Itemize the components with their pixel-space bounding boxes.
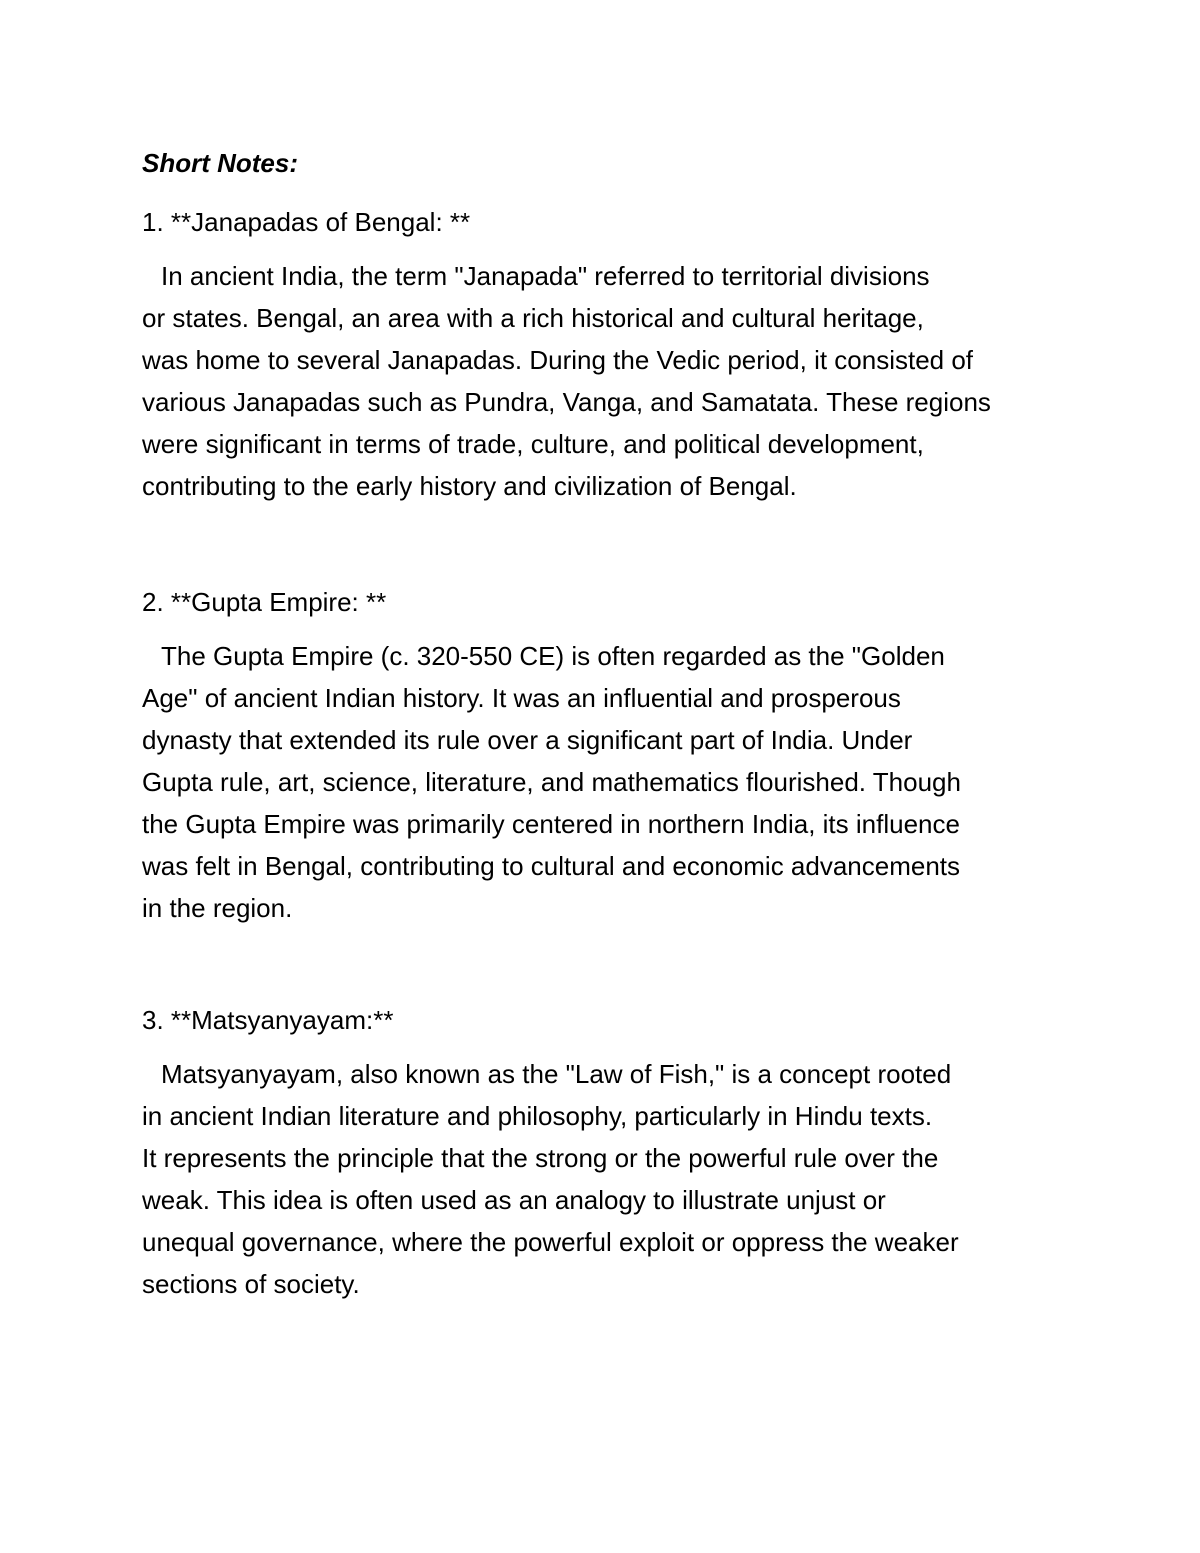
section-body-gupta [142, 635, 961, 929]
paragraph-line: various Janapadas such as Pundra, Vanga, and Samatata. These regions [142, 387, 991, 417]
paragraph-line: was home to several Janapadas. During the Vedic period, it consisted of [142, 345, 974, 375]
paragraph-line: in the region. [142, 893, 293, 923]
paragraph-line: contributing to the early history and civilization of Bengal. [142, 471, 797, 501]
paragraph-line: the Gupta Empire was primarily centered in northern India, its influence [142, 809, 960, 839]
section-title-janapadas: 1. **Janapadas of Bengal: ** [142, 207, 471, 237]
paragraph-line: Matsyanyayam, also known as the "Law of Fish," is a concept rooted [161, 1059, 952, 1089]
section-title-gupta: 2. **Gupta Empire: ** [142, 587, 387, 617]
paragraph-line: or states. Bengal, an area with a rich historical and cultural heritage, [142, 303, 924, 333]
paragraph-line: In ancient India, the term "Janapada" referred to territorial divisions [161, 261, 930, 291]
page-heading: Short Notes: [142, 148, 298, 178]
paragraph-line: It represents the principle that the strong or the powerful rule over the [142, 1143, 939, 1173]
paragraph-line: weak. This idea is often used as an analogy to illustrate unjust or [142, 1185, 886, 1215]
paragraph-line: Gupta rule, art, science, literature, and mathematics flourished. Though [142, 767, 961, 797]
paragraph-line: was felt in Bengal, contributing to cultural and economic advancements [142, 851, 961, 881]
paragraph-line: dynasty that extended its rule over a significant part of India. Under [142, 725, 913, 755]
paragraph-line: sections of society. [142, 1269, 360, 1299]
section-body-janapadas [142, 255, 991, 507]
paragraph-line: The Gupta Empire (c. 320-550 CE) is often regarded as the "Golden [161, 641, 945, 671]
section-body-matsyanyayam [142, 1053, 959, 1305]
paragraph-line: unequal governance, where the powerful exploit or oppress the weaker [142, 1227, 959, 1257]
paragraph-line: in ancient Indian literature and philosophy, particularly in Hindu texts. [142, 1101, 933, 1131]
paragraph-line: were significant in terms of trade, culture, and political development, [142, 429, 924, 459]
paragraph-line: Age" of ancient Indian history. It was an influential and prosperous [142, 683, 901, 713]
section-title-matsyanyayam: 3. **Matsyanyayam:** [142, 1005, 394, 1035]
